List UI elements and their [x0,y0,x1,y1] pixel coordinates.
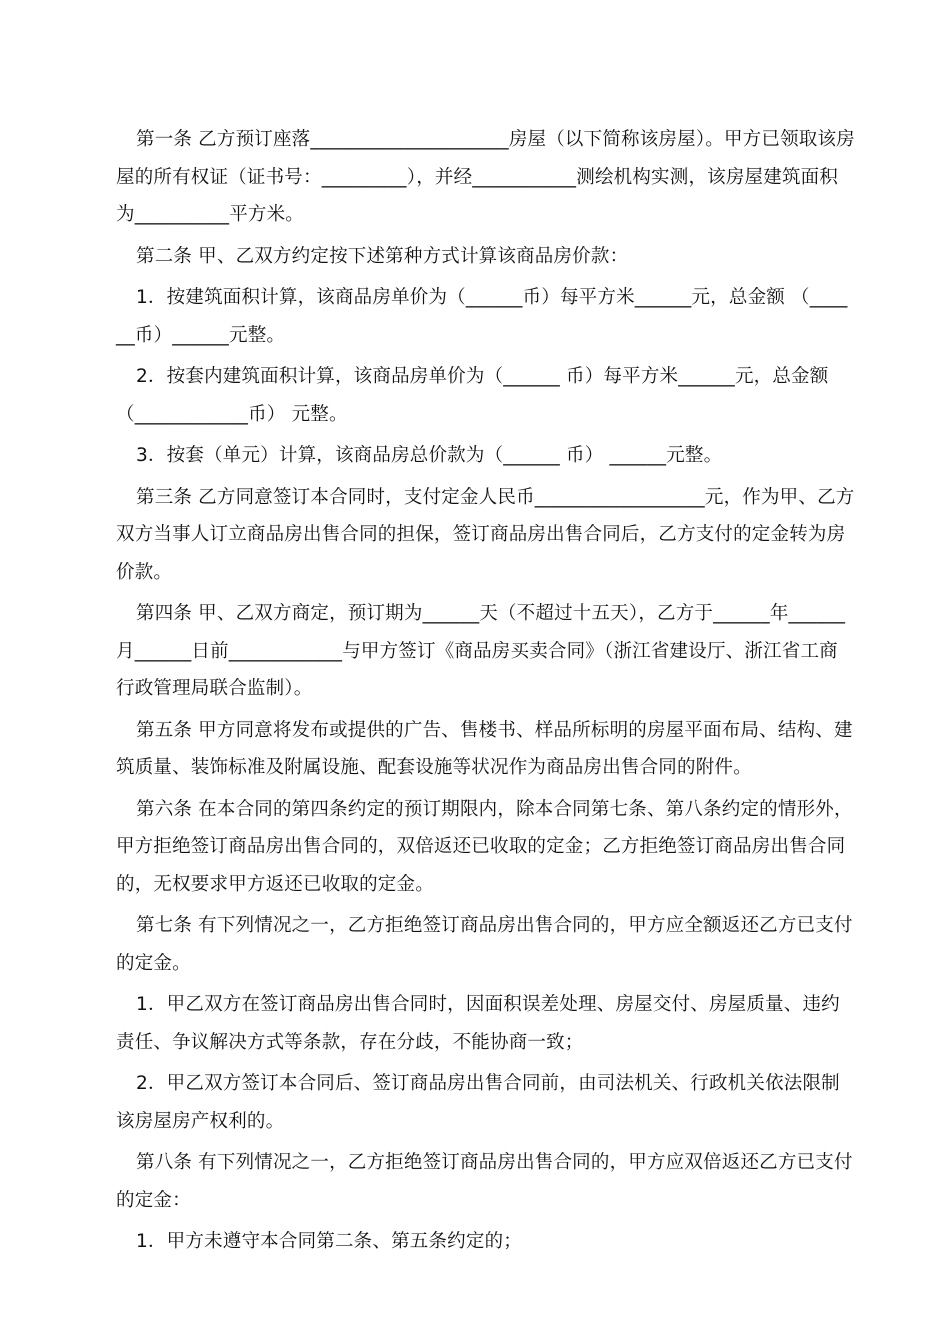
article-2-item-1: 1．按建筑面积计算，该商品房单价为（______币）每平方米______元，总金额 （______币）______元整。 [116,287,848,346]
article-8-paragraph: 第八条 有下列情况之一，乙方拒绝签订商品房出售合同的，甲方应双倍返还乙方已支付的定金： [116,1152,853,1211]
article-7-item-1: 1．甲乙双方在签订商品房出售合同时，因面积误差处理、房屋交付、房屋质量、违约责任、争议解决方式等条款，存在分歧，不能协商一致； [116,994,840,1053]
article-6-paragraph: 第六条 在本合同的第四条约定的预订期限内，除本合同第七条、第八条约定的情形外，甲方拒绝签订商品房出售合同的，双倍返还已收取的定金；乙方拒绝签订商品房出售合同的，无权要求甲方返还已收取的定金。 [116,798,853,895]
article-7-item-2: 2．甲乙双方签订本合同后、签订商品房出售合同前，由司法机关、行政机关依法限制该房屋房产权利的。 [116,1073,840,1132]
article-8-item-1: 1．甲方未遵守本合同第二条、第五条约定的； [136,1231,522,1252]
article-3-paragraph: 第三条 乙方同意签订本合同时，支付定金人民币__________________元，作为甲、乙方双方当事人订立商品房出售合同的担保，签订商品房出售合同后，乙方支付的定金转为房价款。 [116,486,855,583]
article-4-paragraph: 第四条 甲、乙双方商定，预订期为______天（不超过十五天），乙方于______年______月______日前____________与甲方签订《商品房买卖合同》（浙江省建设厅、浙江省工商行政管理局联合监制）。 [116,603,846,699]
article-2-paragraph: 第二条 甲、乙双方约定按下述第种方式计算该商品房价款： [136,245,629,267]
article-5-paragraph: 第五条 甲方同意将发布或提供的广告、售楼书、样品所标明的房屋平面布局、结构、建筑质量、装饰标准及附属设施、配套设施等状况作为商品房出售合同的附件。 [116,719,853,778]
article-7-paragraph: 第七条 有下列情况之一，乙方拒绝签订商品房出售合同的，甲方应全额返还乙方已支付的定金。 [116,915,853,974]
contract-body [116,121,856,1265]
article-2-item-3: 3．按套（单元）计算，该商品房总价款为（______ 币） ______元整。 [136,445,723,466]
article-1-paragraph: 第一条 乙方预订座落_____________________房屋（以下简称该房屋）。甲方已领取该房屋的所有权证（证书号：_________），并经___________测绘机构实测，该房屋建筑面积为__________平方米。 [116,129,855,225]
article-2-item-2: 2．按套内建筑面积计算，该商品房单价为（______ 币）每平方米______元，总金额（____________币） 元整。 [116,366,829,425]
